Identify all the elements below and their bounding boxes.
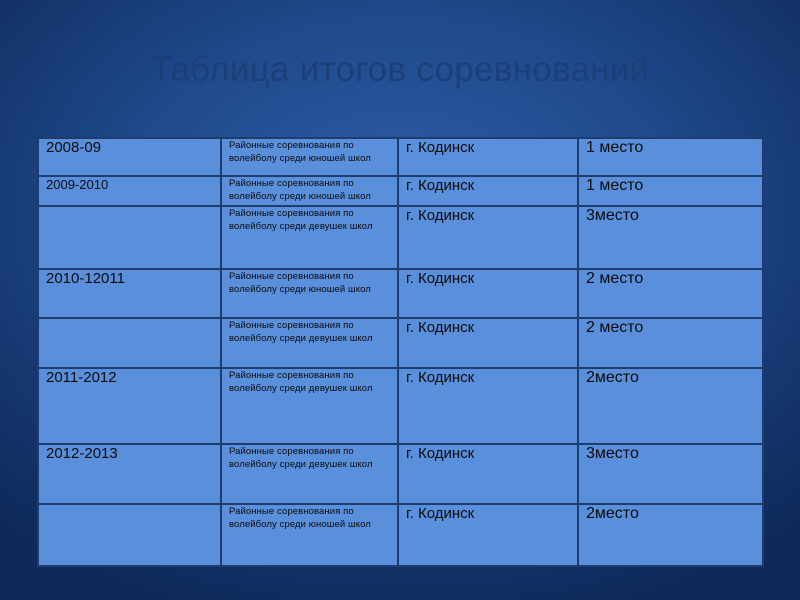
city-cell: г. Кодинск [398,206,578,269]
table-row [38,206,763,269]
city-cell: г. Кодинск [398,444,578,504]
city-cell: г. Кодинск [398,318,578,368]
place-cell: 3место [578,206,763,269]
place-cell: 2место [578,504,763,566]
slide-title: Таблица итогов соревнований [150,50,650,89]
competition-cell: Районные соревнования по волейболу среди девушек школ [221,444,398,504]
table-row [38,368,763,444]
year-cell: 2008-09 [38,138,221,176]
competition-cell: Районные соревнования по волейболу среди девушек школ [221,318,398,368]
place-cell: 2 место [578,269,763,318]
place-cell: 1 место [578,176,763,206]
city-cell: г. Кодинск [398,504,578,566]
table-row [38,176,763,206]
results-table [37,137,764,567]
year-cell: 2010-12011 [38,269,221,318]
year-cell [38,504,221,566]
year-cell: 2011-2012 [38,368,221,444]
place-cell: 1 место [578,138,763,176]
city-cell: г. Кодинск [398,176,578,206]
city-cell: г. Кодинск [398,138,578,176]
city-cell: г. Кодинск [398,368,578,444]
place-cell: 2место [578,368,763,444]
table-row [38,269,763,318]
year-cell: 2009-2010 [38,176,221,206]
competition-cell: Районные соревнования по волейболу среди юношей школ [221,504,398,566]
year-cell: 2012-2013 [38,444,221,504]
competition-cell: Районные соревнования по волейболу среди юношей школ [221,269,398,318]
competition-cell: Районные соревнования по волейболу среди девушек школ [221,206,398,269]
place-cell: 2 место [578,318,763,368]
competition-cell: Районные соревнования по волейболу среди юношей школ [221,176,398,206]
table-row [38,318,763,368]
year-cell [38,206,221,269]
table-row [38,444,763,504]
place-cell: 3место [578,444,763,504]
competition-cell: Районные соревнования по волейболу среди юношей школ [221,138,398,176]
year-cell [38,318,221,368]
table-row [38,504,763,566]
table-row [38,138,763,176]
competition-cell: Районные соревнования по волейболу среди девушек школ [221,368,398,444]
city-cell: г. Кодинск [398,269,578,318]
